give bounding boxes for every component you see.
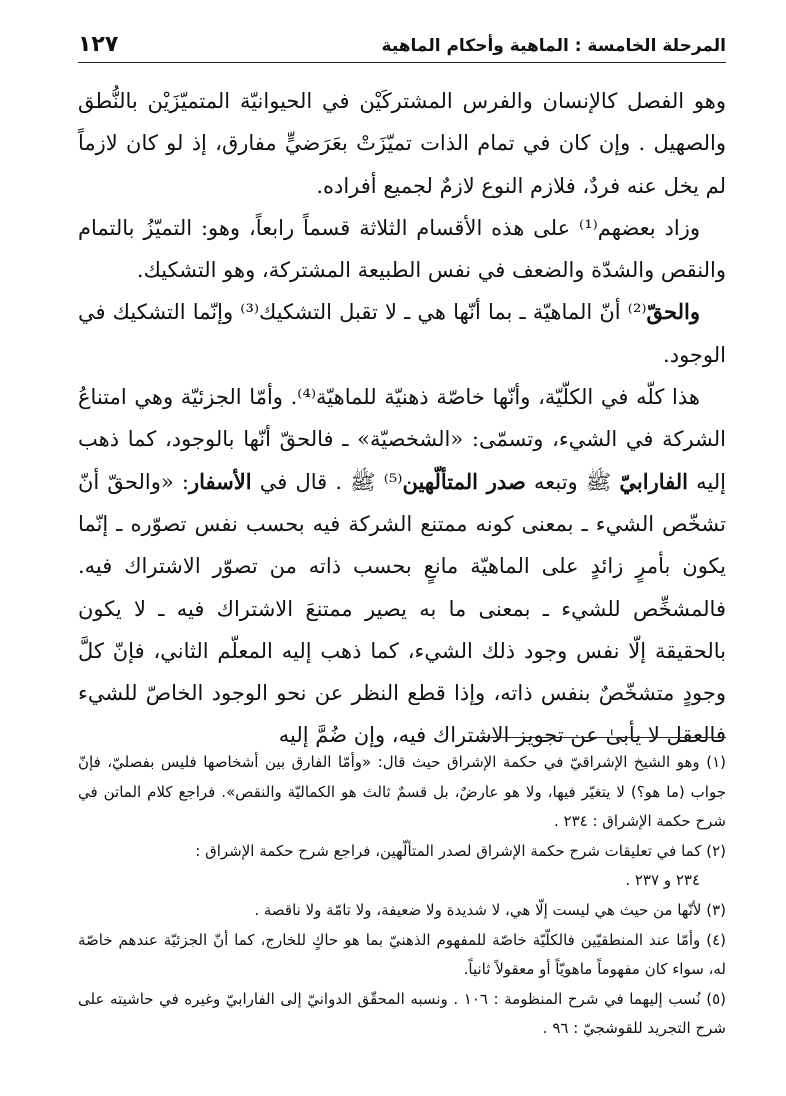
running-title: المرحلة الخامسة : الماهية وأحكام الماهية [381,36,726,56]
bold-name-sadr: صدر المتألّهين [402,468,526,494]
footnote-2-continued: ٢٣٤ و ٢٣٧ . [625,871,700,890]
footnote-4: (٤) وأمّا عند المنطقيّين فالكلّيّة خاصّة للمفهوم الذهنيّ بما هو حاكٍ للخارج، كما أنّ الجزئيّة عندهم خاصّة له، سواء كان مفهوماً ماهويّاً أو معقولاً ثانياً. [78,930,726,979]
main-text [78,80,726,757]
paragraph-3 [78,291,726,376]
bold-term-haqq: والحقّ [646,299,700,325]
paragraph-3-text: ⁽²⁾ أنّ الماهيّة ـ بما أنّها هي ـ لا تقبل التشكيك⁽³⁾ وإنّما التشكيك في الوجود. [78,300,726,367]
paragraph-4-text-a: هذا كلّه في الكلّيّة، وأنّها خاصّة ذهنيّة للماهيّة⁽⁴⁾. وأمّا الجزئيّة وهي امتناعُ الشركة في الشيء، وتسمّى: «الشخصيّة» ـ فالحقّ أنّها بالوجود، كما ذهب إليه [78,385,726,494]
bold-book-asfar: الأسفار [188,468,252,494]
footnote-5: (٥) نُسب إليهما في شرح المنظومة : ١٠٦ . ونسبه المحقّق الدوانيّ إلى الفارابيّ وغيره في حاشيته على شرح التجريد للقوشجيّ : ٩٦ . [78,989,726,1038]
page-number: ١٢٧ [78,32,119,57]
footnotes [78,748,726,1044]
paragraph-4-text-d: : «والحقّ أنّ تشخّص الشيء ـ بمعنى كونه ممتنع الشركة فيه بحسب نفس تصوّره ـ إنّما يكون بأمرٍ زائدٍ على الماهيّة مانعٍ بحسب ذاته من تصوّر الاشتراك فيه. فالمشخِّص للشيء ـ بمعنى ما به يصير ممتنعَ الاشتراك فيه ـ لا يكون بالحقيقة إلّا نفس وجود ذلك الشيء، كما ذهب إليه المعلّم الثاني، فإنّ كلَّ وجودٍ متشخّصٌ بنفس ذاته، وإذا قطع النظر عن نحو الوجود الخاصّ للشيء فالعقل لا يأبىٰ عن تجويز الاشتراك فيه، وإن ضُمَّ إليه [78,469,726,748]
footnote-3: (٣) لأنّها من حيث هي ليست إلّا هي، لا شديدة ولا ضعيفة، ولا تامّة ولا ناقصة . [254,900,726,919]
paragraph-4 [78,376,726,757]
footnote-divider [480,737,726,738]
paragraph-2: وزاد بعضهم⁽¹⁾ على هذه الأقسام الثلاثة قسماً رابعاً، وهو: التميّزُ بالتمام والنقص والشدّة والضعف في نفس الطبيعة المشتركة، وهو التشكيك. [78,215,726,283]
bold-name-farabi: الفارابيّ [619,468,688,494]
paragraph-4-text-c: ⁽⁵⁾ ﷺ . قال في [251,469,403,494]
footnote-2: (٢) كما في تعليقات شرح حكمة الإشراق لصدر المتألّهين، فراجع شرح حكمة الإشراق : [195,841,726,860]
footnote-1: (١) وهو الشيخ الإشراقيّ في حكمة الإشراق حيث قال: «وأمّا الفارق بين أشخاصها فليس بفصليّ، فإنّ جواب (ما هو؟) لا يتغيّر فيها، ولا هو عارضٌ، بل قسمٌ ثالث هو الكماليّة والنقص». فراجع كلام الماتن في شرح حكمة الإشراق : ٢٣٤ . [78,753,726,831]
paragraph-1: وهو الفصل كالإنسان والفرس المشتركَيْن في الحيوانيّة المتميّزَيْن بالنُّطق والصهيل . وإن كان في تمام الذات تميّزَتْ بعَرَضيٍّ مفارق، إذ لو كان لازماً لم يخل عنه فردٌ، فلازم النوع لازمٌ لجميع أفراده. [78,89,726,198]
paragraph-4-text-b: ﷺ وتبعه [525,469,620,494]
page-header [78,32,726,63]
